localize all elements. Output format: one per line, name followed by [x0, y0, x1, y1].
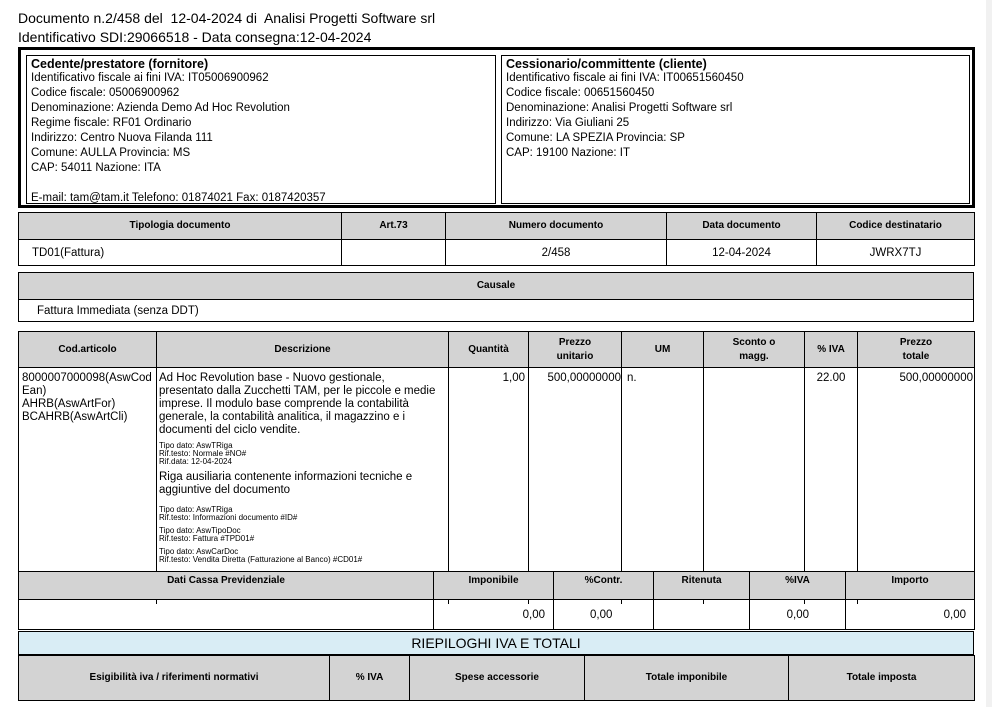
causale-header: Causale	[19, 273, 974, 300]
line-items-table	[18, 331, 975, 604]
cessionario-line: Comune: LA SPEZIA Provincia: SP	[506, 132, 685, 144]
cedente-line: Denominazione: Azienda Demo Ad Hoc Revolution	[31, 102, 290, 114]
cassa-iva-value: 0,00	[750, 600, 846, 630]
cessionario-line: Indirizzo: Via Giuliani 25	[506, 117, 630, 129]
col-importo: Importo	[846, 572, 975, 600]
col-prezzo-unitario: Prezzo unitario	[529, 332, 622, 368]
cedente-line: Identificativo fiscale ai fini IVA: IT05006900962	[31, 72, 269, 84]
cassa-value	[19, 600, 434, 630]
col-prezzo-totale: Prezzo totale	[858, 332, 975, 368]
cassa-previdenziale-table	[18, 571, 975, 630]
art73-value	[342, 240, 446, 266]
cedente-line: CAP: 54011 Nazione: ITA	[31, 162, 161, 174]
cedente-line: Regime fiscale: RF01 Ordinario	[31, 117, 192, 129]
cedente-contact: E-mail: tam@tam.it Telefono: 01874021 Fax: 0187420357	[31, 192, 326, 204]
cessionario-panel	[501, 55, 970, 204]
document-title: Documento n.2/458 del 12-04-2024 di Analisi Progetti Software srl	[18, 10, 436, 26]
col-cassa-iva: %IVA	[750, 572, 846, 600]
col-cod-articolo: Cod.articolo	[19, 332, 157, 368]
cedente-line: Comune: AULLA Provincia: MS	[31, 147, 191, 159]
cessionario-title: Cessionario/committente (cliente)	[506, 57, 707, 71]
table-row	[19, 368, 975, 604]
col-spese: Spese accessorie	[410, 656, 585, 701]
riepiloghi-title: RIEPILOGHI IVA E TOTALI	[18, 631, 974, 655]
col-tipologia: Tipologia documento	[19, 213, 342, 240]
tipologia-value: TD01(Fattura)	[19, 240, 342, 266]
ritenuta-value	[654, 600, 750, 630]
col-quantita: Quantità	[449, 332, 529, 368]
col-imponibile: Imponibile	[434, 572, 554, 600]
col-numero: Numero documento	[446, 213, 667, 240]
contr-value: 0,00	[554, 600, 654, 630]
data-value: 12-04-2024	[667, 240, 817, 266]
item-sconto	[704, 368, 805, 604]
item-um: n.	[622, 368, 704, 604]
item-quantity: 1,00	[449, 368, 529, 604]
cedente-panel	[26, 55, 496, 204]
cessionario-line: Identificativo fiscale ai fini IVA: IT00651560450	[506, 72, 744, 84]
cessionario-line: Denominazione: Analisi Progetti Software srl	[506, 102, 733, 114]
col-art73: Art.73	[342, 213, 446, 240]
item-total: 500,00000000	[858, 368, 975, 604]
importo-value: 0,00	[846, 600, 975, 630]
col-iva: % IVA	[805, 332, 858, 368]
col-cassa: Dati Cassa Previdenziale	[19, 572, 434, 600]
cessionario-line: CAP: 19100 Nazione: IT	[506, 147, 631, 159]
item-unit-price: 500,00000000	[529, 368, 622, 604]
col-descrizione: Descrizione	[157, 332, 449, 368]
col-sconto: Sconto o magg.	[704, 332, 805, 368]
col-riep-iva: % IVA	[330, 656, 410, 701]
cedente-line: Codice fiscale: 05006900962	[31, 87, 180, 99]
cessionario-line: Codice fiscale: 00651560450	[506, 87, 655, 99]
numero-value: 2/458	[446, 240, 667, 266]
causale-table	[18, 272, 974, 322]
item-codes: 8000007000098(AswCod Ean) AHRB(AswArtFor) BCAHRB(AswArtCli)	[19, 368, 157, 604]
vertical-scrollbar[interactable]	[986, 0, 992, 707]
item-description: Ad Hoc Revolution base - Nuovo gestionale, presentato dalla Zucchetti TAM, per le piccole e medie imprese. Il modulo base comprende la contabilità generale, la contabilità analitica, il magazzino e i documenti del ciclo vendite. Tipo dato: AswTRiga Rif.testo: Normale #NO# Rif.data: 12-04-2024 Riga ausiliaria contenente informazioni tecniche e aggiuntive del documento Tipo dato: AswTRiga Rif.testo: Informazioni documento #ID# Tipo dato: AswTipoDoc Rif.testo: Fattura #TPD01# Tipo dato: AswCarDoc Rif.testo: Vendita Diretta (Fatturazione al Banco) #CD01#	[157, 368, 449, 604]
riepilogo-table	[18, 655, 975, 701]
col-tot-imponibile: Totale imponibile	[585, 656, 789, 701]
col-codice-dest: Codice destinatario	[817, 213, 975, 240]
item-iva: 22.00	[805, 368, 858, 604]
col-contr: %Contr.	[554, 572, 654, 600]
imponibile-value: 0,00	[434, 600, 554, 630]
codice-dest-value: JWRX7TJ	[817, 240, 975, 266]
col-esigibilita: Esigibilità iva / riferimenti normativi	[19, 656, 330, 701]
cedente-line: Indirizzo: Centro Nuova Filanda 111	[31, 132, 213, 144]
sdi-identifier: Identificativo SDI:29066518 - Data consegna:12-04-2024	[18, 29, 372, 45]
document-info-table	[18, 212, 975, 266]
causale-value: Fattura Immediata (senza DDT)	[19, 300, 974, 322]
col-um: UM	[622, 332, 704, 368]
col-ritenuta: Ritenuta	[654, 572, 750, 600]
col-tot-imposta: Totale imposta	[789, 656, 975, 701]
parties-box	[18, 47, 975, 208]
col-data: Data documento	[667, 213, 817, 240]
cedente-title: Cedente/prestatore (fornitore)	[31, 57, 209, 71]
